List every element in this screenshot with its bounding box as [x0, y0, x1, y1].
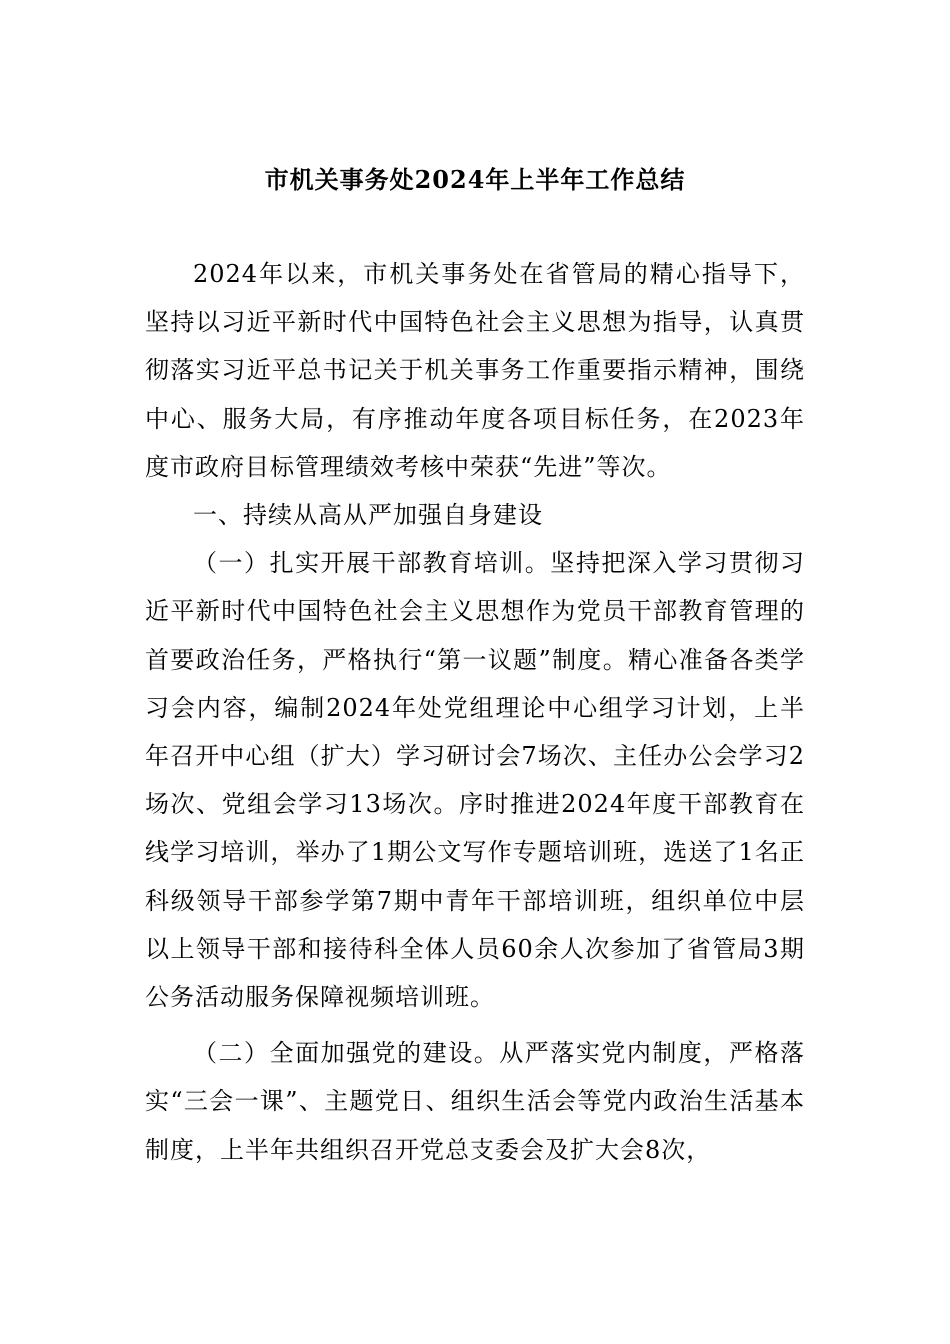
document-body	[145, 250, 805, 1174]
document-title: 市机关事务处2024年上半年工作总结	[264, 165, 686, 194]
paragraph-intro: 2024年以来，市机关事务处在省管局的精心指导下，坚持以习近平新时代中国特色社会主义思想为指导，认真贯彻落实习近平总书记关于机关事务工作重要指示精神，围绕中心、服务大局，有序推动年度各项目标任务，在2023年度市政府目标管理绩效考核中荣获“先进”等次。	[145, 260, 805, 481]
paragraph-party-building: （二）全面加强党的建设。从严落实党内制度，严格落实“三会一课”、主题党日、组织生活会等党内政治生活基本制度，上半年共组织召开党总支委会及扩大会8次，	[145, 1039, 805, 1164]
section-heading-1: 一、持续从高从严加强自身建设	[193, 501, 543, 530]
paragraph-cadre-training: （一）扎实开展干部教育培训。坚持把深入学习贯彻习近平新时代中国特色社会主义思想作为党员干部教育管理的首要政治任务，严格执行“第一议题”制度。精心准备各类学习会内容，编制2024年处党组理论中心组学习计划，上半年召开中心组（扩大）学习研讨会7场次、主任办公会学习2场次、党组会学习13场次。序时推进2024年度干部教育在线学习培训，举办了1期公文写作专题培训班，选送了1名正科级领导干部参学第7期中青年干部培训班，组织单位中层以上领导干部和接待科全体人员60余人次参加了省管局3期公务活动服务保障视频培训班。	[145, 549, 805, 1012]
